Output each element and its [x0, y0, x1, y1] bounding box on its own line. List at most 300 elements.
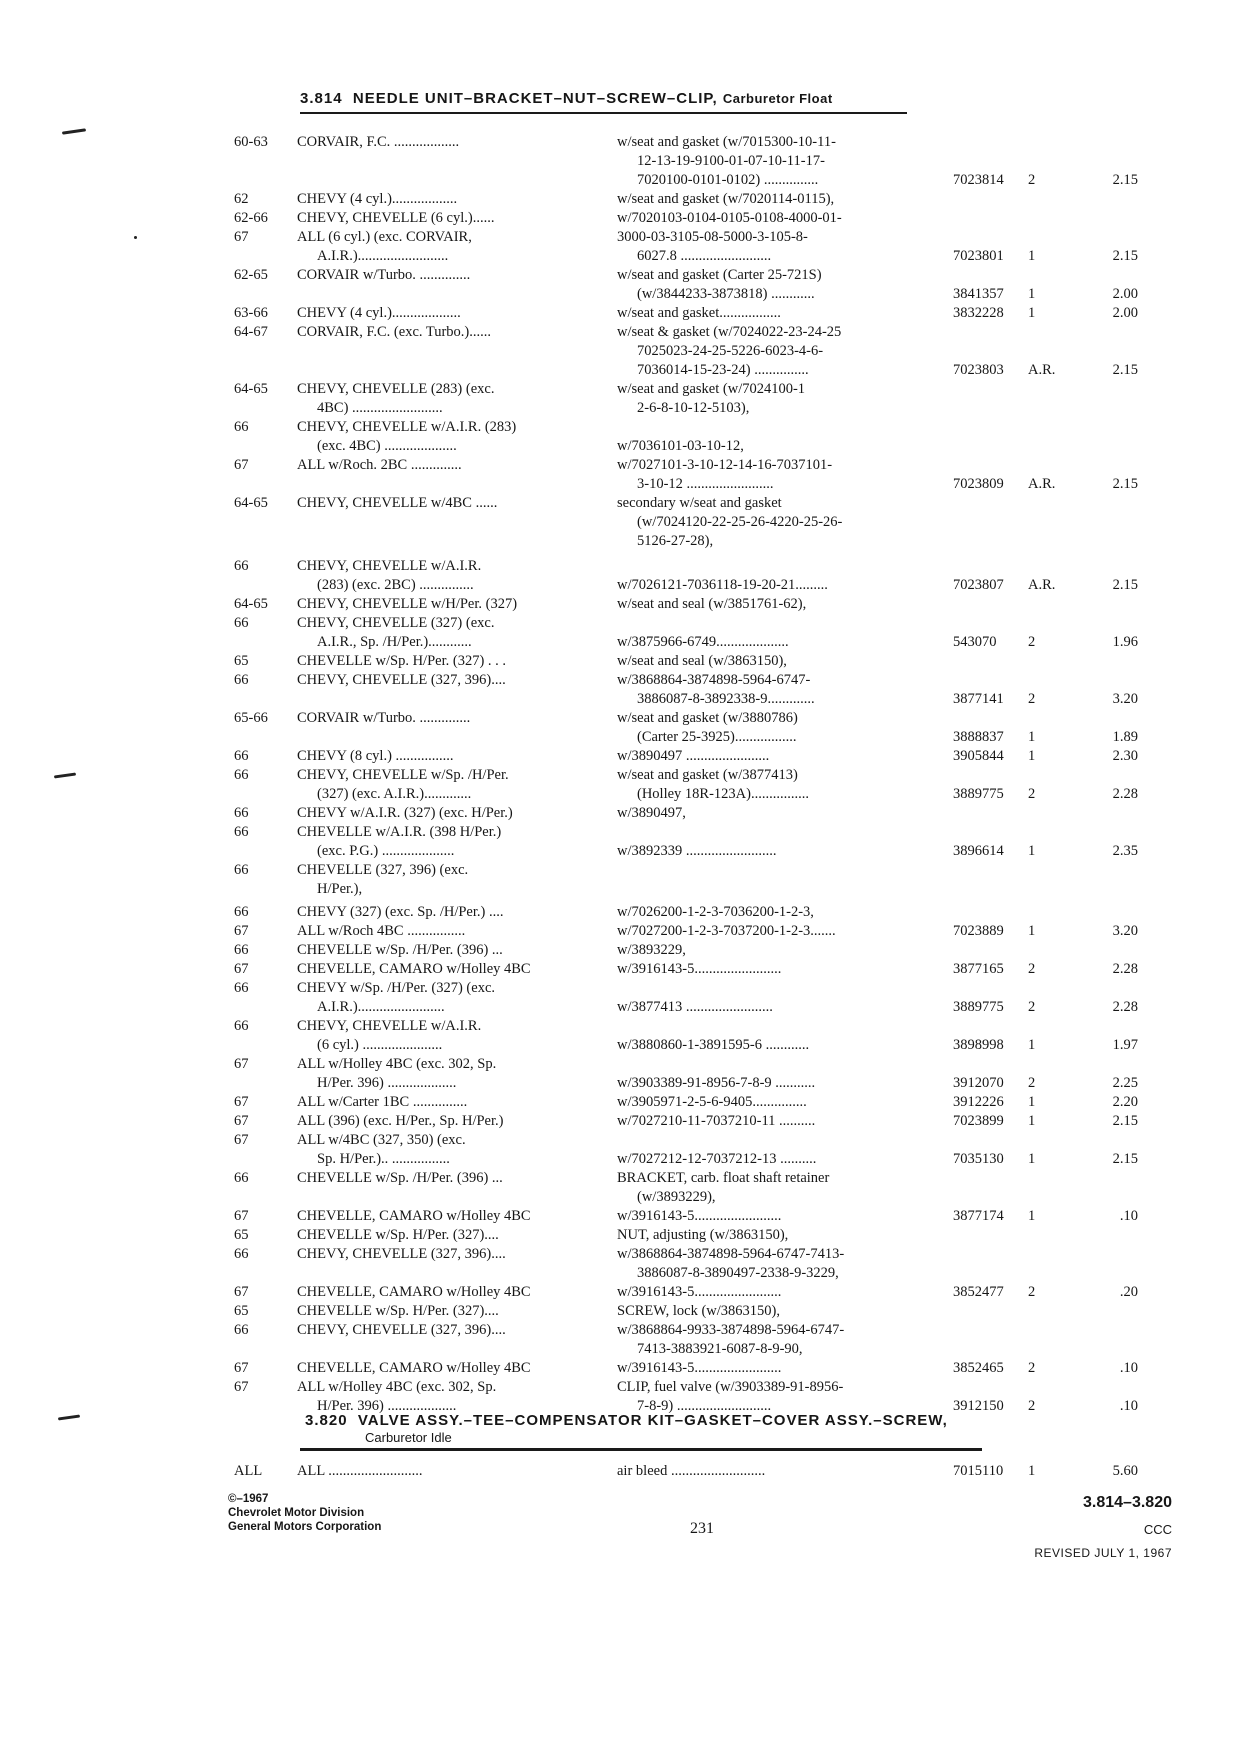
quantity-cell: 1	[1028, 923, 1036, 939]
model-cell	[297, 766, 597, 804]
description-cell	[617, 1017, 947, 1055]
quantity-cell: A.R.	[1028, 577, 1056, 593]
year-cell: 67	[234, 923, 249, 939]
description-cell	[617, 766, 947, 804]
description-line: w/3890497 .......................	[617, 748, 770, 764]
description-cell	[617, 418, 947, 456]
description-line: w/7036101-03-10-12,	[617, 438, 744, 454]
model-line: CHEVY, CHEVELLE (283) (exc.	[297, 381, 495, 397]
quantity-cell: 1	[1028, 248, 1036, 264]
part-number-cell: 3841357	[953, 286, 1004, 302]
price-cell: 2.15	[1112, 476, 1138, 492]
description-line: 5126-27-28),	[637, 533, 714, 549]
section-subtitle: Carburetor Float	[722, 91, 833, 106]
model-cell	[297, 941, 597, 960]
quantity-cell: 2	[1028, 1398, 1036, 1414]
part-number-cell: 3852465	[953, 1360, 1004, 1376]
year-cell: 66	[234, 1246, 249, 1262]
model-line: H/Per. 396) ...................	[317, 1398, 457, 1414]
description-line: 7025023-24-25-5226-6023-4-6-	[637, 343, 824, 359]
description-line: w/seat and seal (w/3863150),	[617, 653, 787, 669]
description-line	[617, 823, 947, 842]
model-cell	[297, 1093, 597, 1112]
price-cell: 2.28	[1112, 786, 1138, 802]
model-line: 4BC) .........................	[317, 400, 443, 416]
part-number-cell: 3912150	[953, 1398, 1004, 1414]
description-line: w/7020103-0104-0105-0108-4000-01-	[617, 210, 842, 226]
section-number: 3.814	[300, 90, 343, 107]
part-number-cell: 7023803	[953, 362, 1004, 378]
model-cell	[297, 456, 597, 475]
model-cell	[297, 595, 597, 614]
description-line: 3-10-12 ........................	[637, 476, 774, 492]
model-cell	[297, 671, 597, 690]
description-line: w/3877413 ........................	[617, 999, 773, 1015]
model-cell	[297, 1131, 597, 1169]
price-cell: 2.30	[1112, 748, 1138, 764]
description-cell	[617, 1359, 947, 1378]
description-cell	[617, 861, 947, 880]
description-line: w/3892339 .........................	[617, 843, 777, 859]
quantity-cell: 1	[1028, 1463, 1036, 1479]
part-number-cell: 3912070	[953, 1075, 1004, 1091]
description-line: w/seat and gasket (w/7015300-10-11-	[617, 134, 836, 150]
description-line: w/7026121-7036118-19-20-21.........	[617, 577, 828, 593]
description-line	[617, 861, 947, 880]
description-line: w/3868864-3874898-5964-6747-	[617, 672, 811, 688]
description-line	[617, 557, 947, 576]
price-cell: 2.35	[1112, 843, 1138, 859]
part-number-cell: 3912226	[953, 1094, 1004, 1110]
model-line: ALL (396) (exc. H/Per., Sp. H/Per.)	[297, 1113, 504, 1129]
model-line: (6 cyl.) ......................	[317, 1037, 443, 1053]
description-line: (Carter 25-3925).................	[637, 729, 797, 745]
description-cell	[617, 747, 947, 766]
part-number-cell: 3889775	[953, 786, 1004, 802]
section-title-text: NEEDLE UNIT–BRACKET–NUT–SCREW–CLIP,	[352, 90, 718, 107]
description-cell	[617, 557, 947, 595]
year-cell: 66	[234, 558, 249, 574]
description-line: w/seat and gasket (w/3877413)	[617, 767, 798, 783]
year-cell: 65-66	[234, 710, 268, 726]
part-number-cell: 3888837	[953, 729, 1004, 745]
quantity-cell: 2	[1028, 1360, 1036, 1376]
description-cell	[617, 960, 947, 979]
quantity-cell: 1	[1028, 1037, 1036, 1053]
model-line: A.I.R.).........................	[317, 248, 449, 264]
description-cell	[617, 1112, 947, 1131]
price-cell: 1.97	[1112, 1037, 1138, 1053]
quantity-cell: 1	[1028, 748, 1036, 764]
model-line: CHEVELLE w/Sp. /H/Per. (396) ...	[297, 1170, 503, 1186]
model-line: CHEVY, CHEVELLE (327, 396)....	[297, 1322, 506, 1338]
part-number-cell: 7015110	[953, 1463, 1004, 1479]
description-line: w/3868864-9933-3874898-5964-6747-	[617, 1322, 845, 1338]
year-cell: 67	[234, 1208, 249, 1224]
description-line: 3886087-8-3890497-2338-9-3229,	[637, 1265, 839, 1281]
description-line: (w/3893229),	[637, 1189, 716, 1205]
year-cell: 67	[234, 1379, 249, 1395]
description-cell	[617, 595, 947, 614]
price-cell: .20	[1119, 1284, 1138, 1300]
section2-rule	[300, 1448, 982, 1451]
model-cell	[297, 652, 597, 671]
copyright-text: ©–1967	[228, 1493, 269, 1505]
description-cell	[617, 1321, 947, 1359]
model-line: ALL w/Holley 4BC (exc. 302, Sp.	[297, 1379, 497, 1395]
year-cell: 66	[234, 748, 249, 764]
model-line: (327) (exc. A.I.R.).............	[317, 786, 472, 802]
part-number-cell: 3896614	[953, 843, 1004, 859]
quantity-cell: 1	[1028, 1094, 1036, 1110]
quantity-cell: 1	[1028, 1113, 1036, 1129]
description-line: w/3868864-3874898-5964-6747-7413-	[617, 1246, 845, 1262]
price-cell: 2.15	[1112, 577, 1138, 593]
year-cell: 65	[234, 1303, 249, 1319]
year-cell: 66	[234, 805, 249, 821]
price-cell: .10	[1119, 1208, 1138, 1224]
description-cell	[617, 709, 947, 747]
description-line: w/seat and seal (w/3851761-62),	[617, 596, 807, 612]
part-number-cell: 7023899	[953, 1113, 1004, 1129]
model-cell	[297, 228, 597, 266]
description-cell	[617, 804, 947, 823]
description-cell	[617, 941, 947, 960]
description-line	[617, 979, 947, 998]
year-cell: 62-65	[234, 267, 268, 283]
description-cell	[617, 823, 947, 861]
year-cell: 66	[234, 1170, 249, 1186]
model-line: (283) (exc. 2BC) ...............	[317, 577, 474, 593]
model-cell	[297, 304, 597, 323]
description-line: w/7027200-1-2-3-7037200-1-2-3.......	[617, 923, 836, 939]
model-cell	[297, 1055, 597, 1093]
year-cell: 67	[234, 961, 249, 977]
section2-subtitle: Carburetor Idle	[365, 1430, 452, 1445]
quantity-cell: 2	[1028, 786, 1036, 802]
description-line: secondary w/seat and gasket	[617, 495, 782, 511]
model-cell	[297, 903, 597, 922]
model-cell	[297, 1321, 597, 1340]
price-cell: 2.15	[1112, 1151, 1138, 1167]
part-number-cell: 3877174	[953, 1208, 1004, 1224]
part-number-cell: 7035130	[953, 1151, 1004, 1167]
year-cell: 64-65	[234, 596, 268, 612]
year-cell: 60-63	[234, 134, 268, 150]
model-line: CHEVELLE, CAMARO w/Holley 4BC	[297, 1360, 531, 1376]
model-line: H/Per. 396) ...................	[317, 1075, 457, 1091]
description-cell	[617, 652, 947, 671]
description-line	[617, 1131, 947, 1150]
description-line: w/7026200-1-2-3-7036200-1-2-3,	[617, 904, 814, 920]
price-cell: 2.20	[1112, 1094, 1138, 1110]
model-line: CHEVY, CHEVELLE (327) (exc.	[297, 615, 495, 631]
part-number-cell: 7023801	[953, 248, 1004, 264]
model-line: ALL w/4BC (327, 350) (exc.	[297, 1132, 466, 1148]
corporation-text: General Motors Corporation	[228, 1521, 382, 1533]
part-number-cell: 7023807	[953, 577, 1004, 593]
description-line: 7020100-0101-0102) ...............	[637, 172, 819, 188]
price-cell: 3.20	[1112, 923, 1138, 939]
model-line: (exc. 4BC) ....................	[317, 438, 457, 454]
model-cell	[297, 709, 597, 728]
price-cell: 2.28	[1112, 999, 1138, 1015]
description-cell	[617, 456, 947, 494]
description-cell	[617, 1302, 947, 1321]
description-cell	[617, 671, 947, 709]
description-cell	[617, 228, 947, 266]
description-line: 2-6-8-10-12-5103),	[637, 400, 750, 416]
price-cell: .10	[1119, 1398, 1138, 1414]
model-line: CHEVY, CHEVELLE w/A.I.R. (283)	[297, 419, 517, 435]
model-line: CORVAIR w/Turbo. ..............	[297, 710, 471, 726]
section2-heading	[305, 1412, 948, 1429]
year-cell: 66	[234, 1322, 249, 1338]
model-line: ALL w/Holley 4BC (exc. 302, Sp.	[297, 1056, 497, 1072]
model-line: CORVAIR, F.C. (exc. Turbo.)......	[297, 324, 491, 340]
model-line: A.I.R.)........................	[317, 999, 445, 1015]
year-cell: 65	[234, 1227, 249, 1243]
description-line: SCREW, lock (w/3863150),	[617, 1303, 780, 1319]
description-cell	[617, 1055, 947, 1093]
price-cell: 3.20	[1112, 691, 1138, 707]
year-cell: 63-66	[234, 305, 268, 321]
model-line: CHEVY (4 cyl.)...................	[297, 305, 461, 321]
quantity-cell: 2	[1028, 634, 1036, 650]
description-line: w/3880860-1-3891595-6 ............	[617, 1037, 810, 1053]
model-cell	[297, 747, 597, 766]
year-cell: 64-67	[234, 324, 268, 340]
description-line: w/seat and gasket (w/3880786)	[617, 710, 798, 726]
catalog-code: CCC	[1143, 1522, 1172, 1537]
description-cell	[617, 304, 947, 323]
year-cell: 67	[234, 457, 249, 473]
model-cell	[297, 266, 597, 285]
model-line: CHEVY (8 cyl.) ................	[297, 748, 454, 764]
description-line: w/3890497,	[617, 805, 686, 821]
model-line: CHEVELLE w/A.I.R. (398 H/Per.)	[297, 824, 502, 840]
year-cell: 66	[234, 980, 249, 996]
model-cell	[297, 1112, 597, 1131]
year-cell: 67	[234, 229, 249, 245]
description-line	[617, 418, 947, 437]
description-cell	[617, 1207, 947, 1226]
quantity-cell: 1	[1028, 843, 1036, 859]
part-number-cell: 7023889	[953, 923, 1004, 939]
price-cell: 5.60	[1112, 1463, 1138, 1479]
model-cell	[297, 1207, 597, 1226]
part-number-cell: 3852477	[953, 1284, 1004, 1300]
model-line: CHEVY, CHEVELLE (327, 396)....	[297, 672, 506, 688]
section2-title-text: VALVE ASSY.–TEE–COMPENSATOR KIT–GASKET–COVER ASSY.–SCREW,	[357, 1412, 948, 1429]
description-line: w/seat and gasket (Carter 25-721S)	[617, 267, 822, 283]
quantity-cell: 2	[1028, 999, 1036, 1015]
model-cell	[297, 960, 597, 979]
model-cell	[297, 494, 597, 513]
model-line: CHEVELLE, CAMARO w/Holley 4BC	[297, 961, 531, 977]
description-line	[617, 1055, 947, 1074]
description-line: BRACKET, carb. float shaft retainer	[617, 1170, 830, 1186]
description-line: w/seat and gasket (w/7024100-1	[617, 381, 806, 397]
year-cell: ALL	[234, 1463, 263, 1479]
model-cell	[297, 861, 597, 899]
description-cell	[617, 133, 947, 190]
model-cell	[297, 1169, 597, 1188]
model-line: Sp. H/Per.).. ................	[317, 1151, 450, 1167]
year-cell: 67	[234, 1113, 249, 1129]
description-cell	[617, 1245, 947, 1283]
model-cell	[297, 1017, 597, 1055]
description-cell	[617, 1226, 947, 1245]
description-line: CLIP, fuel valve (w/3903389-91-8956-	[617, 1379, 844, 1395]
model-cell	[297, 557, 597, 595]
description-cell	[617, 323, 947, 380]
quantity-cell: 2	[1028, 172, 1036, 188]
quantity-cell: 1	[1028, 286, 1036, 302]
price-cell: 2.15	[1112, 1113, 1138, 1129]
year-cell: 62	[234, 191, 249, 207]
description-line: 7-8-9) ..........................	[637, 1398, 772, 1414]
part-number-cell: 3877165	[953, 961, 1004, 977]
model-cell	[297, 804, 597, 823]
description-line	[617, 1017, 947, 1036]
description-line: NUT, adjusting (w/3863150),	[617, 1227, 789, 1243]
description-line: 3000-03-3105-08-5000-3-105-8-	[617, 229, 808, 245]
description-cell	[617, 1093, 947, 1112]
description-line: w/7027212-12-7037212-13 ..........	[617, 1151, 817, 1167]
year-cell: 67	[234, 1056, 249, 1072]
model-line: CHEVY, CHEVELLE w/A.I.R.	[297, 558, 482, 574]
description-line: (Holley 18R-123A)................	[637, 786, 809, 802]
year-cell: 66	[234, 824, 249, 840]
year-cell: 66	[234, 942, 249, 958]
section-range: 3.814–3.820	[1083, 1494, 1172, 1511]
description-line: w/seat and gasket (w/7020114-0115),	[617, 191, 835, 207]
model-line: CHEVELLE w/Sp. /H/Per. (396) ...	[297, 942, 503, 958]
model-line: CHEVELLE w/Sp. H/Per. (327)....	[297, 1227, 499, 1243]
model-line: CHEVY (327) (exc. Sp. /H/Per.) ....	[297, 904, 504, 920]
price-cell: 2.25	[1112, 1075, 1138, 1091]
model-cell	[297, 209, 597, 228]
price-cell: .10	[1119, 1360, 1138, 1376]
quantity-cell: 2	[1028, 1284, 1036, 1300]
part-number-cell: 3889775	[953, 999, 1004, 1015]
price-cell: 1.89	[1112, 729, 1138, 745]
year-cell: 66	[234, 904, 249, 920]
year-cell: 67	[234, 1132, 249, 1148]
description-cell: air bleed ..........................	[617, 1463, 766, 1479]
model-cell	[297, 922, 597, 941]
price-cell: 2.00	[1112, 305, 1138, 321]
description-line	[617, 614, 947, 633]
description-cell	[617, 494, 947, 551]
quantity-cell: 1	[1028, 1151, 1036, 1167]
quantity-cell: A.R.	[1028, 362, 1056, 378]
model-line: ALL w/Roch. 2BC ..............	[297, 457, 462, 473]
year-cell: 66	[234, 1018, 249, 1034]
description-line: (w/7024120-22-25-26-4220-25-26-	[637, 514, 843, 530]
page-number: 231	[690, 1520, 714, 1537]
quantity-cell: 2	[1028, 691, 1036, 707]
description-line: w/3916143-5........................	[617, 1208, 782, 1224]
year-cell: 66	[234, 767, 249, 783]
model-line: CHEVY w/Sp. /H/Per. (327) (exc.	[297, 980, 496, 996]
revision-date: REVISED JULY 1, 1967	[1034, 1546, 1172, 1560]
description-line: 7413-3883921-6087-8-9-90,	[637, 1341, 803, 1357]
model-cell	[297, 1226, 597, 1245]
model-line: CHEVY, CHEVELLE w/A.I.R.	[297, 1018, 482, 1034]
model-cell	[297, 133, 597, 152]
quantity-cell: 1	[1028, 305, 1036, 321]
model-cell	[297, 1245, 597, 1264]
model-line: CHEVELLE, CAMARO w/Holley 4BC	[297, 1284, 531, 1300]
section2-number: 3.820	[305, 1412, 348, 1429]
model-cell	[297, 1378, 597, 1416]
description-line: w/3916143-5........................	[617, 1284, 782, 1300]
description-line: w/3875966-6749....................	[617, 634, 789, 650]
model-cell	[297, 418, 597, 456]
model-line: CHEVELLE (327, 396) (exc.	[297, 862, 469, 878]
model-cell	[297, 1283, 597, 1302]
price-cell: 1.96	[1112, 634, 1138, 650]
description-cell	[617, 380, 947, 418]
description-cell	[617, 1283, 947, 1302]
model-line: CHEVY, CHEVELLE w/4BC ......	[297, 495, 498, 511]
quantity-cell: 2	[1028, 961, 1036, 977]
description-cell	[617, 266, 947, 304]
year-cell: 66	[234, 615, 249, 631]
year-cell: 67	[234, 1094, 249, 1110]
quantity-cell: 1	[1028, 729, 1036, 745]
model-cell	[297, 323, 597, 342]
year-cell: 66	[234, 672, 249, 688]
model-line: ALL w/Roch 4BC ................	[297, 923, 466, 939]
description-cell	[617, 979, 947, 1017]
quantity-cell: 1	[1028, 1208, 1036, 1224]
description-line: w/seat & gasket (w/7024022-23-24-25	[617, 324, 842, 340]
model-cell	[297, 979, 597, 1017]
model-line: ALL w/Carter 1BC ...............	[297, 1094, 468, 1110]
quantity-cell: 2	[1028, 1075, 1036, 1091]
description-line: (w/3844233-3873818) ............	[637, 286, 815, 302]
description-cell	[617, 903, 947, 922]
description-line: w/3903389-91-8956-7-8-9 ...........	[617, 1075, 816, 1091]
price-cell: 2.00	[1112, 286, 1138, 302]
part-number-cell: 3898998	[953, 1037, 1004, 1053]
part-number-cell: 7023814	[953, 172, 1004, 188]
year-cell: 66	[234, 419, 249, 435]
model-cell	[297, 380, 597, 418]
description-cell	[617, 922, 947, 941]
part-number-cell: 3832228	[953, 305, 1004, 321]
year-cell: 65	[234, 653, 249, 669]
description-cell	[617, 614, 947, 652]
description-line: w/7027210-11-7037210-11 ..........	[617, 1113, 816, 1129]
part-number-cell: 543070	[953, 634, 997, 650]
description-line: w/3893229,	[617, 942, 686, 958]
model-line: CHEVELLE w/Sp. H/Per. (327) . . .	[297, 653, 507, 669]
price-cell: 2.15	[1112, 362, 1138, 378]
quantity-cell: A.R.	[1028, 476, 1056, 492]
model-line: A.I.R., Sp. /H/Per.)............	[317, 634, 472, 650]
model-cell	[297, 1359, 597, 1378]
model-line: CHEVY, CHEVELLE w/Sp. /H/Per.	[297, 767, 509, 783]
price-cell: 2.28	[1112, 961, 1138, 977]
year-cell: 62-66	[234, 210, 268, 226]
model-line: (exc. P.G.) ....................	[317, 843, 455, 859]
model-line: ALL (6 cyl.) (exc. CORVAIR,	[297, 229, 472, 245]
price-cell: 2.15	[1112, 172, 1138, 188]
